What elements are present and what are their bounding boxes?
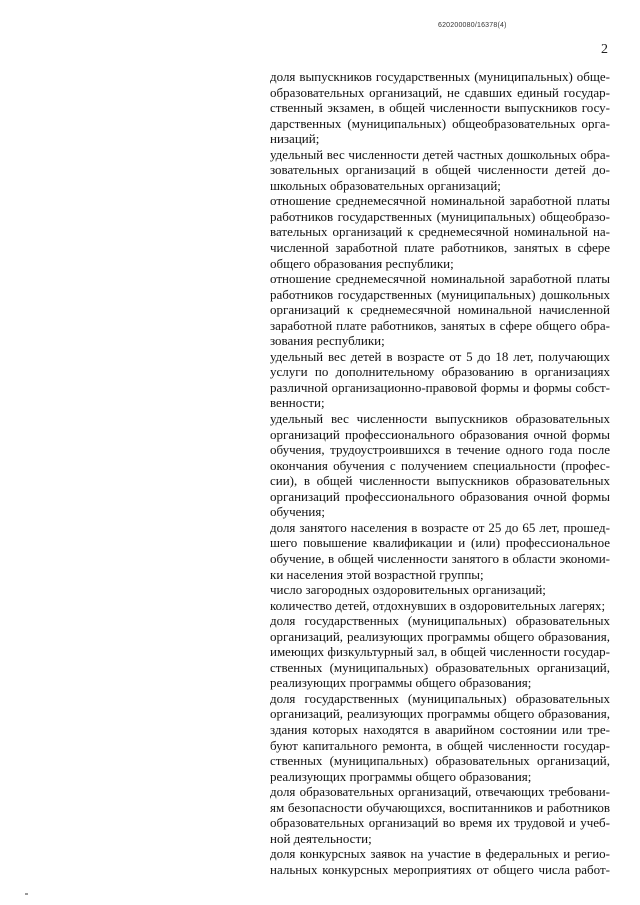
text-line: обучение, в общей численности занятого в области экономи- [270, 550, 610, 566]
text-line: дарственных (муниципальных) общеобразовательных орга- [270, 115, 610, 131]
text-line: доля государственных (муниципальных) образовательных [270, 690, 610, 706]
text-line: обучения; [270, 504, 325, 520]
text-line: доля государственных (муниципальных) образовательных [270, 613, 610, 629]
text-line: удельный вес детей в возрасте от 5 до 18 лет, получающих [270, 348, 610, 364]
text-line: организаций профессионального образования очной формы [270, 426, 610, 442]
text-line: вательных организаций к среднемесячной номинальной на- [270, 224, 610, 240]
text-line: имеющих физкультурный зал, в общей численности государ- [270, 644, 610, 660]
text-line: работников государственных (муниципальных) общеобразо- [270, 208, 610, 224]
text-line: организаций к среднемесячной номинальной начисленной [270, 302, 610, 318]
text-line: ственных (муниципальных) образовательных организаций, [270, 753, 610, 769]
text-line: реализующих программы общего образования; [270, 675, 532, 691]
scan-speck [25, 893, 28, 895]
text-line: образовательных организаций, не сдавших единый государ- [270, 84, 610, 100]
text-line: обучения, трудоустроившихся в течение одного года после [270, 442, 610, 458]
text-line: шего повышение квалификации и (или) профессиональное [270, 535, 610, 551]
document-body [270, 69, 610, 877]
text-line: школьных образовательных организаций; [270, 177, 501, 193]
text-line: ям безопасности обучающихся, воспитанников и работников [270, 799, 610, 815]
document-code: 620200080/16378(4) [438, 22, 507, 29]
text-line: ственных (муниципальных) образовательных организаций, [270, 659, 610, 675]
text-line: доля образовательных организаций, отвечающих требовани- [270, 784, 610, 800]
text-line: число загородных оздоровительных организаций; [270, 582, 546, 598]
text-line: удельный вес численности детей частных дошкольных обра- [270, 146, 610, 162]
page-number: 2 [601, 42, 608, 57]
text-line: заработной плате работников, занятых в сфере общего обра- [270, 317, 610, 333]
text-line: работников государственных (муниципальных) дошкольных [270, 286, 610, 302]
text-line: нальных конкурсных мероприятиях от общего числа работ- [270, 861, 610, 877]
text-line: различной организационно-правовой формы и формы собст- [270, 379, 610, 395]
text-line: организаций, реализующих программы общего образования, [270, 628, 610, 644]
text-line: ственный экзамен, в общей численности выпускников госу- [270, 100, 610, 116]
text-line: буют капитального ремонта, в общей численности государ- [270, 737, 610, 753]
text-line: организаций профессионального образования очной формы [270, 488, 610, 504]
text-line: услуги по дополнительному образованию в организациях [270, 364, 610, 380]
text-line: окончания обучения с получением специальности (профес- [270, 457, 610, 473]
text-line: ки населения этой возрастной группы; [270, 566, 484, 582]
text-line: зовательных организаций в общей численности детей до- [270, 162, 610, 178]
text-line: общего образования республики; [270, 255, 454, 271]
text-line: количество детей, отдохнувших в оздоровительных лагерях; [270, 597, 606, 613]
text-line: зования республики; [270, 333, 385, 349]
text-line: реализующих программы общего образования; [270, 768, 532, 784]
text-line: доля конкурсных заявок на участие в федеральных и регио- [270, 846, 610, 862]
text-line: сии), в общей численности выпускников образовательных [270, 473, 610, 489]
text-line: образовательных организаций во время их трудовой и учеб- [270, 815, 610, 831]
text-line: доля выпускников государственных (муниципальных) обще- [270, 69, 610, 84]
text-line: отношение среднемесячной номинальной заработной платы [270, 271, 610, 287]
text-line: численной заработной плате работников, занятых в сфере [270, 240, 610, 256]
text-line: низаций; [270, 131, 320, 147]
text-line: здания которых находятся в аварийном состоянии или тре- [270, 721, 610, 737]
text-line: ной деятельности; [270, 830, 372, 846]
text-line: доля занятого населения в возрасте от 25 до 65 лет, прошед- [270, 519, 610, 535]
text-line: венности; [270, 395, 325, 411]
text-line: удельный вес численности выпускников образовательных [270, 411, 610, 427]
text-line: отношение среднемесячной номинальной заработной платы [270, 193, 610, 209]
text-line: организаций, реализующих программы общего образования, [270, 706, 610, 722]
